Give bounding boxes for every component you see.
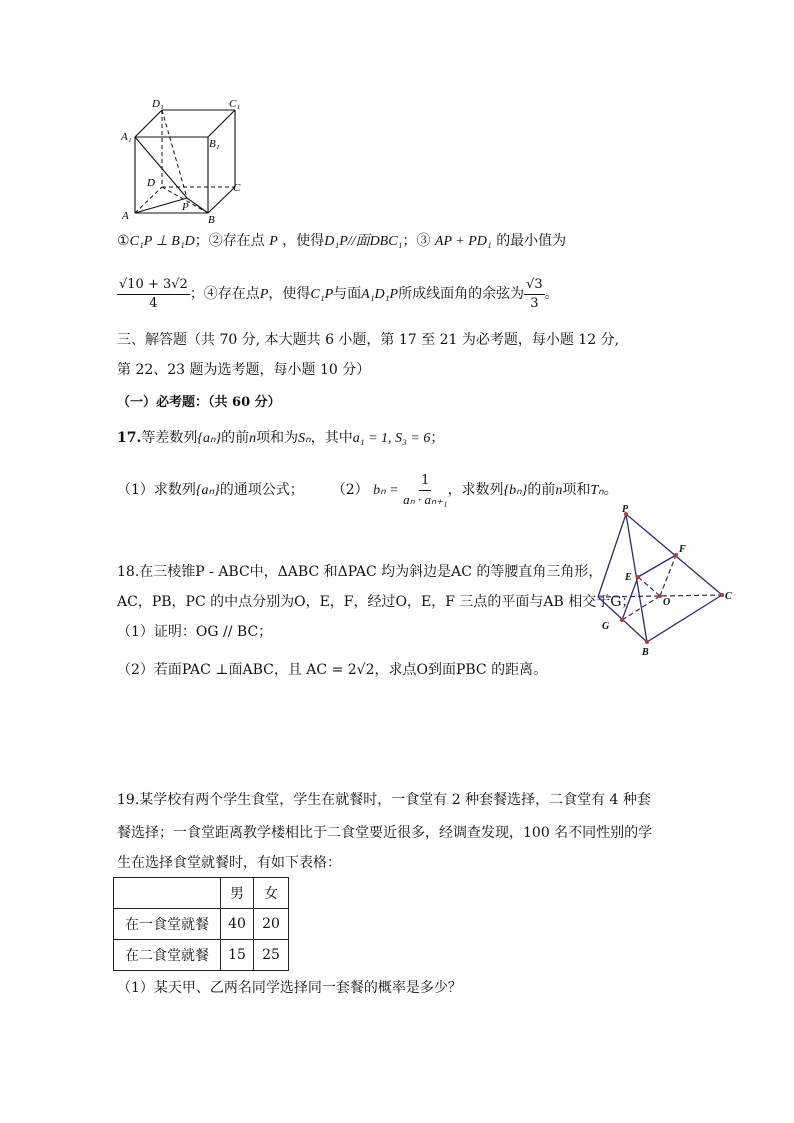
q17-Tn: Tₙ	[590, 483, 604, 498]
q16-line1	[117, 231, 566, 252]
q16-1c: ；②存在点	[194, 233, 265, 249]
q18-p2: （2）若面PAC ⊥面ABC，且 AC = 2√2，求点O到面PBC 的距离。	[117, 662, 548, 678]
frac1-num: √10 + 3√2	[117, 276, 190, 295]
tetrahedron-figure	[592, 502, 740, 662]
q17-n: n	[249, 431, 257, 446]
table-row	[114, 940, 289, 971]
section3-line1: 三、解答题（共 70 分, 本大题共 6 小题，第 17 至 21 为必考题，每小题 12 分,	[117, 332, 620, 348]
table-header-cell	[114, 878, 221, 909]
q17-seq: {aₙ}	[197, 431, 222, 446]
q16-1g: ；③	[402, 233, 431, 249]
table-header-row	[114, 878, 289, 909]
q17-d: ，其中	[310, 430, 353, 446]
section3-line2: 第 22、23 题为选考题，每小题 10 分）	[117, 362, 371, 378]
table-cell: 15	[221, 940, 254, 971]
q17-p2-n: n	[555, 483, 563, 498]
q16-2h: 。	[544, 286, 559, 302]
fig2-label-E: E	[625, 572, 632, 583]
q17-p2b: ，求数列	[447, 482, 504, 498]
label-D: D	[147, 177, 155, 189]
q17-c: 项和为	[256, 430, 299, 446]
table-cell: 40	[221, 909, 254, 940]
cube-figure	[115, 95, 255, 225]
q17-e: ；	[430, 430, 445, 446]
q18-line2: AC，PB，PC 的中点分别为O，E，F，经过O，E，F 三点的平面与AB 相交于G；	[117, 594, 636, 610]
q17-p2d: 项和	[562, 482, 591, 498]
table-cell: 20	[254, 909, 289, 940]
q19-p1: （1）某天甲、乙两名同学选择同一套餐的概率是多少？	[117, 980, 462, 996]
table-cell: 在二食堂就餐	[114, 940, 221, 971]
q17-p2-seq: {bₙ}	[503, 483, 528, 498]
fig2-label-F: F	[679, 544, 686, 555]
label-C1: C₁	[229, 98, 241, 110]
q16-fraction2	[524, 276, 545, 313]
q17-p1: （1）求数列	[117, 482, 196, 498]
q19-line3: 生在选择食堂就餐时，有如下表格：	[117, 855, 341, 871]
canteen-table	[113, 877, 289, 971]
section3-sub1: （一）必考题：（共 60 分）	[117, 395, 281, 410]
frac2-den: 3	[530, 295, 539, 311]
q17-num: 17.	[117, 430, 142, 446]
table-cell: 在一食堂就餐	[114, 909, 221, 940]
label-B1: B₁	[209, 138, 220, 150]
q18-p1: （1）证明：OG // BC；	[117, 624, 273, 640]
q16-line2	[117, 272, 559, 317]
frac1-den: 4	[149, 295, 158, 311]
q16-1i: 的最小值为	[496, 233, 567, 249]
q16-2g: 所成线面角的余弦为	[398, 286, 525, 302]
q17-frac-den: aₙ · aₙ₊₁	[403, 491, 448, 507]
fig2-label-P: P	[622, 504, 629, 515]
q18-line1: 18.在三棱锥P - ABC中，ΔABC 和ΔPAC 均为斜边是AC 的等腰直角三角形，	[117, 564, 603, 580]
q17-line1	[117, 428, 444, 449]
label-D1: D₁	[152, 98, 164, 110]
q17-Sn: Sₙ	[298, 431, 311, 446]
q17-cond: a₁ = 1, S₃ = 6	[352, 431, 431, 446]
table-cell: 25	[254, 940, 289, 971]
fig2-label-G: G	[602, 621, 610, 632]
q16-1a: ①	[117, 233, 130, 249]
q17-bn: bₙ =	[373, 483, 399, 498]
q19-line1: 19.某学校有两个学生食堂，学生在就餐时，一食堂有 2 种套餐选择，二食堂有 4 种套	[117, 792, 651, 808]
label-P: P	[182, 201, 189, 213]
fig2-label-O: O	[663, 597, 671, 608]
label-A: A	[122, 210, 129, 222]
q16-1e: ，使得	[282, 233, 325, 249]
fig2-label-B: B	[642, 647, 649, 658]
q16-2e: 与面	[333, 286, 362, 302]
q16-fraction1	[117, 276, 190, 313]
table-header-cell: 男	[221, 878, 254, 909]
table-row	[114, 909, 289, 940]
label-B: B	[208, 214, 215, 225]
q16-1b: C₁P ⊥ B₁D	[129, 234, 195, 249]
frac2-num: √3	[524, 276, 545, 295]
q17-p2: （2）	[331, 482, 369, 498]
q16-2d: C₁P	[310, 287, 334, 302]
label-C: C	[233, 182, 241, 194]
q16-2c: ，使得	[268, 286, 311, 302]
q16-1d: P	[269, 234, 278, 249]
q17-p2e: 。	[603, 482, 618, 498]
fig2-label-C: C	[725, 591, 732, 602]
q17-p1-seq: {aₙ}	[195, 483, 220, 498]
q17-fraction	[403, 472, 448, 509]
q17-a: 等差数列	[141, 430, 198, 446]
label-A1: A₁	[121, 131, 132, 143]
q17-frac-num: 1	[419, 472, 431, 491]
q16-2f: A₁D₁P	[361, 287, 399, 302]
q16-2b: P	[259, 287, 269, 302]
q19-line2: 餐选择；一食堂距离教学楼相比于二食堂要近很多，经调查发现，100 名不同性别的学	[117, 825, 653, 841]
q17-parts	[117, 468, 618, 513]
q17-b: 的前	[221, 430, 250, 446]
q16-1h: AP + PD₁	[434, 234, 492, 249]
q16-2a: ；④存在点	[189, 286, 260, 302]
q16-1f: D₁P//面DBC₁	[324, 234, 403, 249]
q17-p2c: 的前	[527, 482, 556, 498]
q17-p1b: 的通项公式；	[219, 482, 304, 498]
table-header-cell: 女	[254, 878, 289, 909]
